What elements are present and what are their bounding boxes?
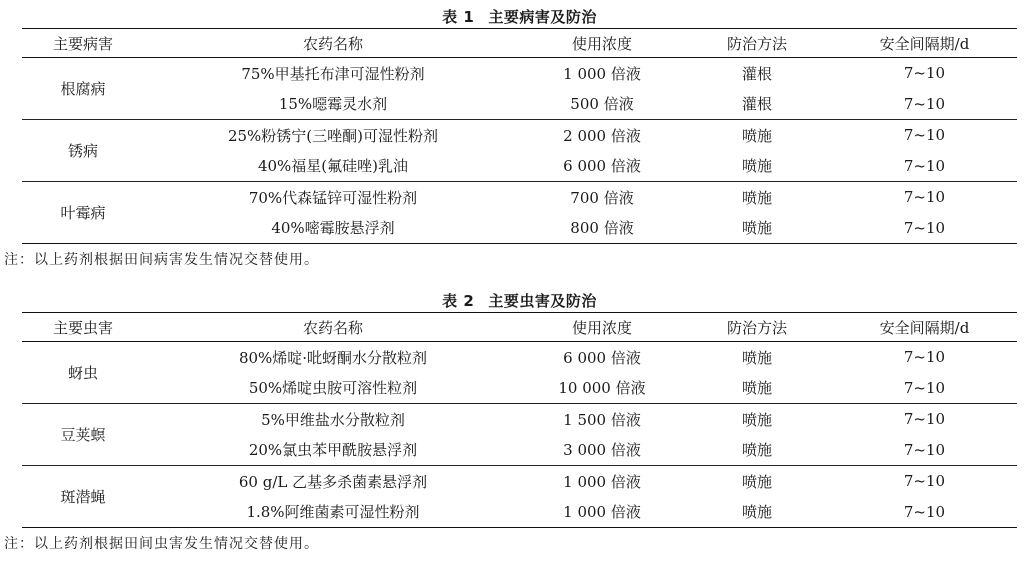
concentration-cell: 6 000 倍液 bbox=[563, 348, 641, 367]
concentration-cell: 1 500 倍液 bbox=[563, 410, 641, 429]
pesticide-cell: 40%福星(氟硅唑)乳油 bbox=[144, 151, 522, 182]
pesticide-cell: 1.8%阿维菌素可湿性粉剂 bbox=[144, 497, 522, 528]
table-row bbox=[22, 120, 1017, 151]
interval-cell: 7~10 bbox=[832, 89, 1017, 120]
method-cell: 喷施 bbox=[741, 472, 772, 491]
method-cell: 喷施 bbox=[741, 410, 772, 429]
table2-header-row bbox=[22, 313, 1017, 342]
header-disease: 主要病害 bbox=[22, 29, 144, 58]
table-row bbox=[22, 466, 1017, 497]
concentration-cell: 3 000 倍液 bbox=[522, 435, 682, 466]
concentration-cell: 1 000 倍液 bbox=[563, 64, 641, 83]
pesticide-cell: 40%嘧霉胺悬浮剂 bbox=[144, 213, 522, 244]
concentration-cell: 2 000 倍液 bbox=[563, 126, 641, 145]
table1-caption-title: 主要病害及防治 bbox=[488, 8, 597, 26]
header-pesticide: 农药名称 bbox=[144, 313, 522, 342]
interval-cell: 7~10 bbox=[903, 188, 946, 207]
pesticide-cell: 80%烯啶·吡蚜酮水分散粒剂 bbox=[238, 348, 428, 367]
method-cell: 喷施 bbox=[741, 126, 772, 145]
pesticide-cell: 15%噁霉灵水剂 bbox=[144, 89, 522, 120]
table2-caption-title: 主要虫害及防治 bbox=[488, 292, 597, 310]
table2-block bbox=[4, 290, 1017, 554]
interval-cell: 7~10 bbox=[832, 151, 1017, 182]
group-name: 锈病 bbox=[22, 120, 144, 182]
method-cell: 喷施 bbox=[682, 497, 832, 528]
header-concentration: 使用浓度 bbox=[522, 313, 682, 342]
interval-cell: 7~10 bbox=[832, 435, 1017, 466]
pesticide-cell: 5%甲维盐水分散粒剂 bbox=[261, 410, 405, 429]
concentration-cell: 6 000 倍液 bbox=[522, 151, 682, 182]
pest-table bbox=[22, 312, 1017, 528]
table2-caption bbox=[22, 290, 1017, 312]
table1-caption bbox=[22, 6, 1017, 28]
interval-cell: 7~10 bbox=[832, 213, 1017, 244]
table-row bbox=[22, 435, 1017, 466]
group-name: 斑潜蝇 bbox=[22, 466, 144, 528]
concentration-cell: 1 000 倍液 bbox=[563, 472, 641, 491]
table1-note: 注：以上药剂根据田间病害发生情况交替使用。 bbox=[4, 252, 319, 268]
header-pesticide: 农药名称 bbox=[144, 29, 522, 58]
header-interval: 安全间隔期/d bbox=[832, 29, 1017, 58]
method-cell: 喷施 bbox=[682, 373, 832, 404]
method-cell: 喷施 bbox=[741, 348, 772, 367]
method-cell: 喷施 bbox=[682, 435, 832, 466]
table2-note: 注：以上药剂根据田间虫害发生情况交替使用。 bbox=[4, 536, 319, 552]
table-row bbox=[22, 89, 1017, 120]
interval-cell: 7~10 bbox=[903, 64, 946, 83]
table-row bbox=[22, 373, 1017, 404]
table1-caption-number: 表 1 bbox=[442, 8, 475, 26]
interval-cell: 7~10 bbox=[832, 373, 1017, 404]
pesticide-cell: 50%烯啶虫胺可溶性粒剂 bbox=[144, 373, 522, 404]
interval-cell: 7~10 bbox=[903, 348, 946, 367]
disease-table bbox=[22, 28, 1017, 244]
concentration-cell: 10 000 倍液 bbox=[522, 373, 682, 404]
concentration-cell: 800 倍液 bbox=[522, 213, 682, 244]
table-row bbox=[22, 182, 1017, 213]
group-name: 豆荚螟 bbox=[22, 404, 144, 466]
header-interval: 安全间隔期/d bbox=[832, 313, 1017, 342]
header-pest: 主要虫害 bbox=[22, 313, 144, 342]
table-row bbox=[22, 342, 1017, 373]
header-method: 防治方法 bbox=[682, 313, 832, 342]
table-row bbox=[22, 151, 1017, 182]
interval-cell: 7~10 bbox=[903, 126, 946, 145]
pesticide-cell: 20%氯虫苯甲酰胺悬浮剂 bbox=[144, 435, 522, 466]
table1-header-row bbox=[22, 29, 1017, 58]
table1-block bbox=[4, 6, 1017, 270]
interval-cell: 7~10 bbox=[832, 497, 1017, 528]
pesticide-cell: 70%代森锰锌可湿性粉剂 bbox=[248, 188, 418, 207]
group-name: 叶霉病 bbox=[22, 182, 144, 244]
table-row bbox=[22, 58, 1017, 89]
method-cell: 灌根 bbox=[741, 64, 772, 83]
pesticide-cell: 25%粉锈宁(三唑酮)可湿性粉剂 bbox=[227, 126, 439, 145]
group-name: 蚜虫 bbox=[22, 342, 144, 404]
header-concentration: 使用浓度 bbox=[522, 29, 682, 58]
interval-cell: 7~10 bbox=[903, 472, 946, 491]
concentration-cell: 500 倍液 bbox=[522, 89, 682, 120]
header-method: 防治方法 bbox=[682, 29, 832, 58]
table-row bbox=[22, 404, 1017, 435]
method-cell: 喷施 bbox=[741, 188, 772, 207]
interval-cell: 7~10 bbox=[903, 410, 946, 429]
pesticide-cell: 75%甲基托布津可湿性粉剂 bbox=[241, 64, 425, 83]
table-row bbox=[22, 497, 1017, 528]
table2-caption-number: 表 2 bbox=[442, 292, 475, 310]
pesticide-cell: 60 g/L 乙基多杀菌素悬浮剂 bbox=[238, 472, 428, 491]
method-cell: 喷施 bbox=[682, 151, 832, 182]
concentration-cell: 700 倍液 bbox=[570, 188, 634, 207]
table-row bbox=[22, 213, 1017, 244]
group-name: 根腐病 bbox=[22, 58, 144, 120]
method-cell: 喷施 bbox=[682, 213, 832, 244]
method-cell: 灌根 bbox=[682, 89, 832, 120]
concentration-cell: 1 000 倍液 bbox=[522, 497, 682, 528]
